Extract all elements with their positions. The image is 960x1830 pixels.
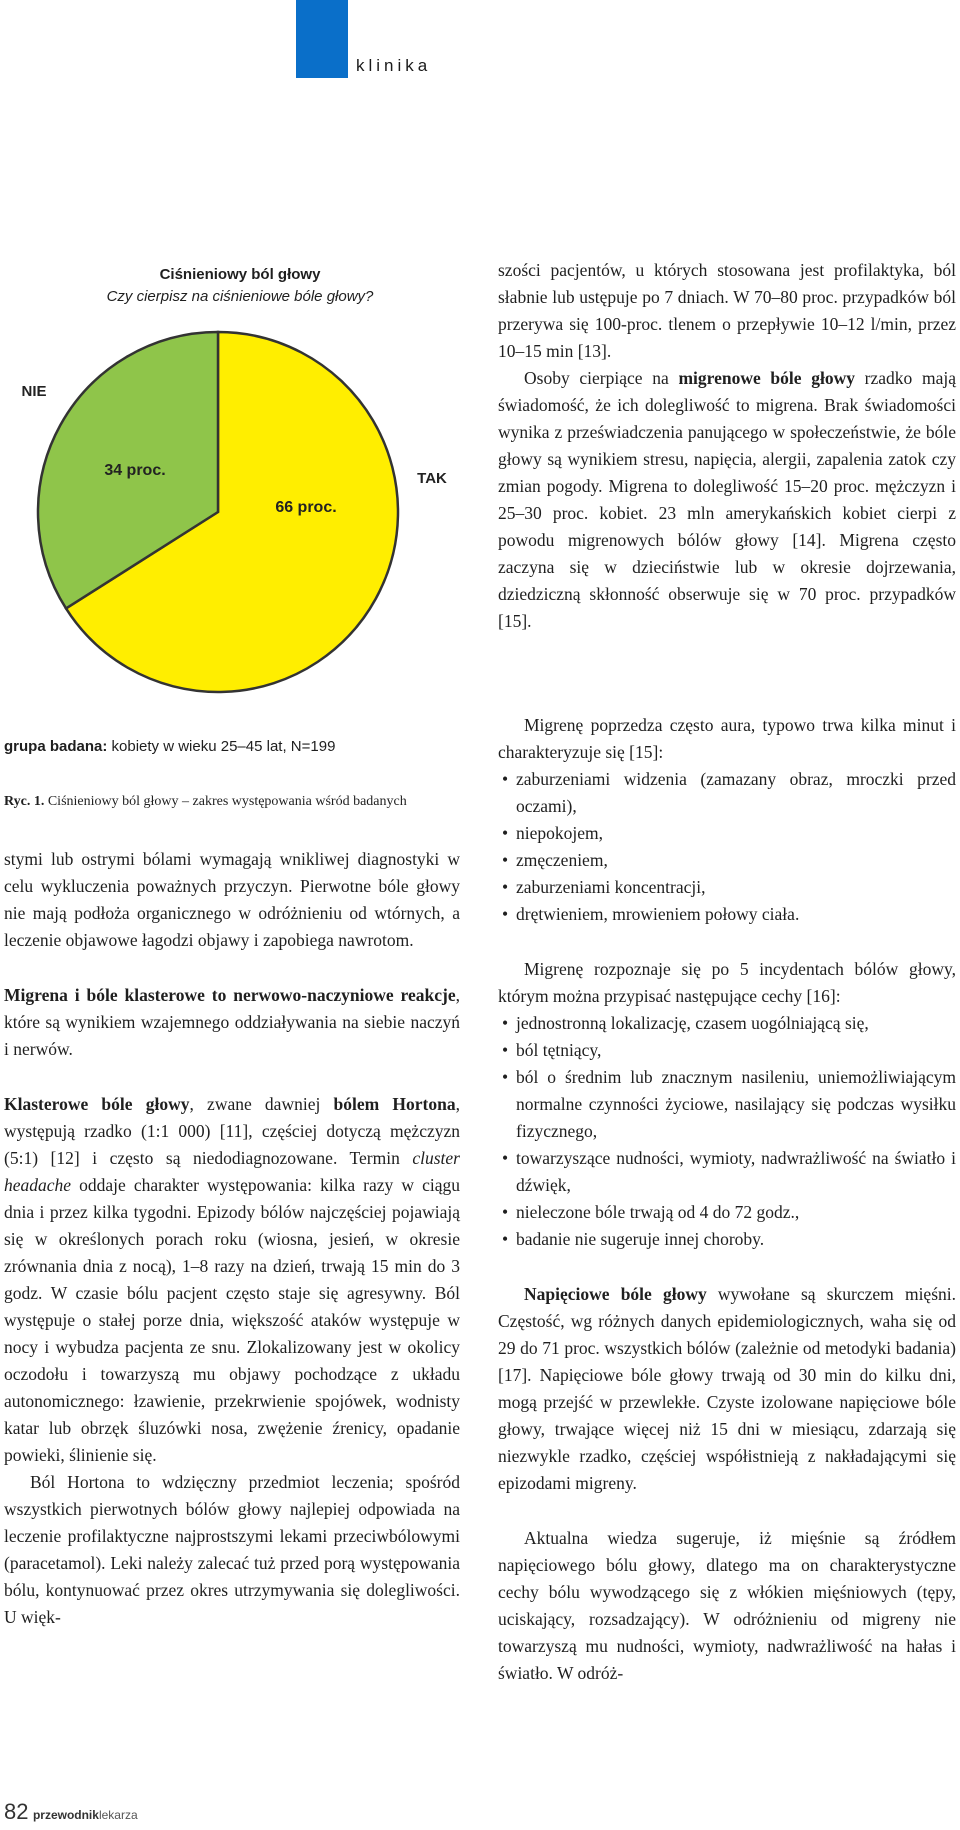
- pie-category-label-nie: NIE: [21, 383, 47, 400]
- paragraph-text: , które są wynikiem wzajemnego oddziaływania na siebie naczyń i nerwów.: [4, 985, 460, 1059]
- paragraph: Ból Hortona to wdzięczny przedmiot leczenia; spośród wszystkich pierwotnych bólów głowy najlepiej odpowiada na leczenie profilaktyczne najprostszymi lekami przeciwbólowymi (paracetamol). Leki należy zalecać tuż przed porą występowania bólu, kontynuować przez okres utrzymywania się dolegliwości. U więk-: [4, 1472, 460, 1627]
- pie-chart: [0, 300, 470, 700]
- page-number: 82: [4, 1799, 29, 1824]
- bullet-item: • nieleczone bóle trwają od 4 do 72 godz.,: [498, 1199, 956, 1226]
- pie-category-label-tak: TAK: [417, 470, 447, 487]
- paragraph: [4, 1091, 460, 1469]
- paragraph: Migrenę rozpoznaje się po 5 incydentach bólów głowy, którym można przypisać następujące cechy [16]:: [498, 959, 956, 1006]
- bullet-item: • ból o średnim lub znacznym nasileniu, uniemożliwiającym normalne czynności życiowe, nasilający się podczas wysiłku fizycznego,: [498, 1064, 956, 1145]
- subheading: Klasterowe bóle głowy: [4, 1094, 190, 1114]
- figure-caption: [4, 794, 407, 810]
- bullet-item: • drętwieniem, mrowieniem połowy ciała.: [498, 901, 956, 928]
- right-column-bottom: [498, 712, 956, 1687]
- paragraph: Migrenę poprzedza często aura, typowo trwa kilka minut i charakteryzuje się [15]:: [498, 715, 956, 762]
- chart-group-caption: [4, 738, 335, 755]
- paragraph-text: wywołane są skurczem mięśni. Częstość, wg różnych danych epidemiologicznych, waha się od 29 do 71 proc. wszystkich bólów (zależnie od metodyki badania) [17]. Napięciowe bóle głowy trwają od 30 min do kilku dni, mogą przejść w przewlekłe. Czyste izolowane napięciowe bóle głowy, trwające więcej niż 15 dni w miesiącu, zdarzają się niezwykle rzadko, częściej współistnieją z nakładającymi się epizodami migreny.: [498, 1284, 956, 1493]
- pie-value-label-nie: 34 proc.: [104, 462, 166, 479]
- subheading: Napięciowe bóle głowy: [524, 1284, 707, 1304]
- section-label: klinika: [356, 56, 432, 75]
- subheading: Migrena i bóle klasterowe to nerwowo-naczyniowe reakcje: [4, 985, 456, 1005]
- paragraph: [498, 1281, 956, 1497]
- bullet-item: • zaburzeniami widzenia (zamazany obraz, mroczki przed oczami),: [498, 766, 956, 820]
- bullet-item: • jednostronną lokalizację, czasem uogólniającą się,: [498, 1010, 956, 1037]
- subheading: migrenowe bóle głowy: [678, 368, 855, 388]
- right-column-top: [498, 257, 956, 635]
- paragraph-text: , zwane dawniej: [189, 1094, 334, 1114]
- paragraph-text: , występują rzadko (1:1 000) [11], częściej dotyczą mężczyzn (5:1) [12] i często są niedodiagnozowane. Termin: [4, 1094, 460, 1168]
- paragraph: szości pacjentów, u których stosowana jest profilaktyka, ból słabnie lub ustępuje po 7 dniach. W 70–80 proc. przypadków ból przerywa się 100-proc. tlenem o przepływie 10–12 l/min, przez 10–15 min [13].: [498, 260, 956, 361]
- brand-name-light: lekarza: [98, 1808, 138, 1822]
- bullet-item: • zaburzeniami koncentracji,: [498, 874, 956, 901]
- section-color-tab: [296, 0, 348, 78]
- figure-label: Ryc. 1.: [4, 794, 45, 809]
- bullet-item: • badanie nie sugeruje innej choroby.: [498, 1226, 956, 1253]
- left-column: [4, 846, 460, 1631]
- paragraph: Aktualna wiedza sugeruje, iż mięśnie są źródłem napięciowego bólu głowy, dlatego ma on charakterystyczne cechy bólu wywodzącego się z włókien mięśniowych (tępy, uciskający, rozsadzający). W odróżnieniu od migreny nie towarzyszą mu nudności, wymioty, nadwrażliwość na hałas i światło. W odróż-: [498, 1528, 956, 1683]
- group-label: grupa badana:: [4, 738, 108, 755]
- paragraph: stymi lub ostrymi bólami wymagają wnikliwej diagnostyki w celu wykluczenia poważnych przyczyn. Pierwotne bóle głowy nie mają podłoża organicznego w odróżnieniu od wtórnych, a leczenie objawowe łagodzi objawy i zapobiega nawrotom.: [4, 849, 460, 950]
- bullet-item: • zmęczeniem,: [498, 847, 956, 874]
- group-text: kobiety w wieku 25–45 lat, N=199: [111, 738, 336, 755]
- bullet-item: • ból tętniący,: [498, 1037, 956, 1064]
- figure-caption-text: Ciśnieniowy ból głowy – zakres występowania wśród badanych: [47, 794, 407, 809]
- subheading: bólem Hortona: [333, 1094, 456, 1114]
- paragraph: [498, 365, 956, 635]
- brand-name: przewodnik: [32, 1808, 99, 1822]
- pie-value-label-tak: 66 proc.: [275, 499, 337, 516]
- term: cluster headache: [4, 1148, 460, 1195]
- chart-subtitle: Czy cierpisz na ciśnieniowe bóle głowy?: [106, 288, 374, 305]
- paragraph: [4, 982, 460, 1063]
- bullet-item: • niepokojem,: [498, 820, 956, 847]
- paragraph-text: rzadko mają świadomość, że ich dolegliwość to migrena. Brak świadomości wynika z przeświadczenia panującego w społeczeństwie, że bóle głowy są wynikiem stresu, napięcia, alergii, zapalenia zatok czy zmian pogody. Migrena to dolegliwość 15–20 proc. mężczyzn i 25–30 proc. kobiet. 23 mln amerykańskich kobiet cierpi z powodu migrenowych bólów głowy [14]. Migrena często zaczyna się w dzieciństwie lub w okresie dojrzewania, dziedziczną skłonność obserwuje się w 70 proc. przypadków [15].: [498, 368, 956, 631]
- bullet-item: • towarzyszące nudności, wymioty, nadwrażliwość na światło i dźwięk,: [498, 1145, 956, 1199]
- page-footer: [4, 1799, 138, 1825]
- paragraph-text: Osoby cierpiące na: [524, 368, 679, 388]
- bullet-list: [498, 766, 956, 928]
- paragraph-text: oddaje charakter występowania: kilka razy w ciągu dnia i przez kilka tygodni. Epizody bólów najczęściej pojawiają się w określonych porach roku (wiosna, jesień, w okresie zrównania dnia z nocą), 1–8 razy na dzień, trwają 15 min do 3 godz. W czasie bólu pacjent często staje się agresywny. Ból występuje o stałej porze dnia, większość ataków występuje w nocy i wybudza pacjenta ze snu. Zlokalizowany jest w okolicy oczodołu i towarzyszą mu objawy pochodzące z układu autonomicznego: łzawienie, przekrwienie spojówek, wodnisty katar lub obrzęk śluzówki nosa, zwężenie źrenicy, opadanie powieki, ślinienie się.: [4, 1175, 460, 1465]
- chart-title: Ciśnieniowy ból głowy: [159, 266, 321, 283]
- bullet-list: [498, 1010, 956, 1253]
